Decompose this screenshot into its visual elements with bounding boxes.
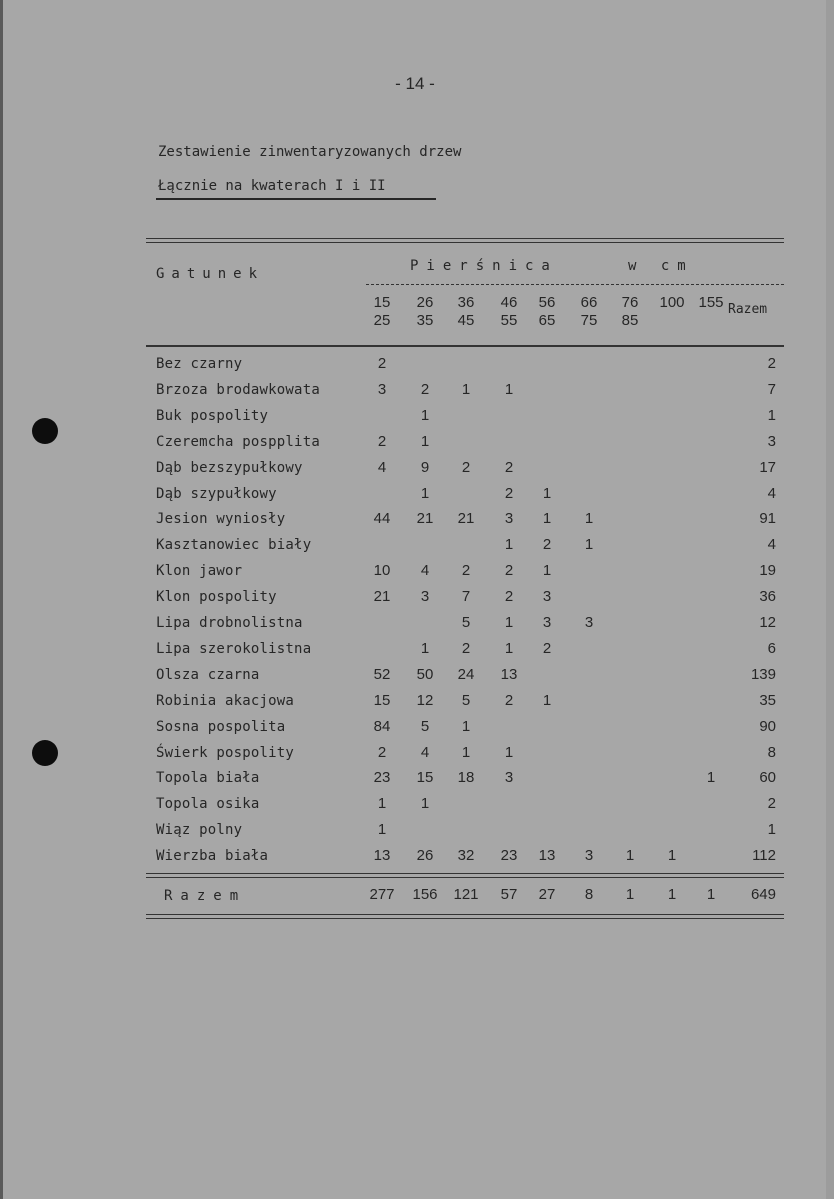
column-total: 8 (584, 886, 594, 903)
column-total: 1 (625, 886, 635, 903)
count-cell: 3 (584, 614, 594, 631)
table-row (0, 460, 834, 486)
table-row (0, 693, 834, 719)
table-row (0, 434, 834, 460)
species-name: Lipa drobnolistna (156, 615, 303, 631)
range-header (446, 294, 486, 330)
count-cell: 1 (461, 717, 471, 735)
count-cell: 1 (542, 510, 552, 528)
count-cell: 2 (542, 639, 552, 657)
total-column-header: Razem (728, 302, 768, 317)
range-header (527, 294, 567, 330)
range-from: 26 (416, 294, 434, 311)
count-cell: 3 (542, 614, 552, 631)
table-row (0, 537, 834, 563)
table-row (0, 382, 834, 408)
species-name: Buk pospolity (156, 407, 269, 424)
count-cell: 1 (542, 691, 552, 709)
range-to: 25 (373, 312, 391, 329)
range-header (610, 294, 650, 330)
count-cell: 2 (504, 562, 514, 580)
count-cell: 2 (542, 536, 552, 554)
count-cell: 1 (504, 639, 514, 657)
count-cell: 2 (504, 588, 514, 606)
count-cell: 1 (504, 536, 514, 554)
count-cell: 5 (420, 717, 430, 735)
count-cell: 2 (504, 458, 514, 476)
row-total: 112 (752, 847, 776, 865)
count-cell: 1 (420, 639, 430, 657)
range-from: 155 (698, 294, 724, 311)
count-cell: 3 (377, 380, 387, 398)
row-total: 17 (759, 458, 776, 476)
count-cell: 23 (373, 769, 391, 787)
species-name: Kasztanowiec biały (156, 537, 312, 554)
count-cell: 1 (377, 795, 387, 813)
species-name: Bez czarny (156, 356, 243, 372)
row-total: 12 (759, 614, 776, 631)
count-cell: 2 (504, 484, 514, 502)
count-cell: 1 (504, 380, 514, 398)
count-cell: 1 (420, 484, 430, 502)
count-cell: 26 (416, 847, 434, 865)
column-total: 1 (706, 886, 716, 903)
range-from: 76 (621, 294, 639, 311)
table-row (0, 770, 834, 796)
count-cell: 2 (420, 380, 430, 398)
column-total: 277 (369, 886, 395, 903)
count-cell: 44 (373, 510, 391, 528)
count-cell: 13 (500, 665, 518, 683)
count-cell: 24 (457, 665, 475, 683)
count-cell: 21 (457, 510, 475, 528)
range-to: 65 (538, 312, 556, 329)
header-dashed-rule (366, 284, 784, 285)
count-cell: 12 (416, 691, 434, 709)
species-name: Sosna pospolita (156, 718, 286, 735)
count-cell: 1 (420, 406, 430, 424)
table-row (0, 848, 834, 874)
range-from: 56 (538, 294, 556, 311)
count-cell: 52 (373, 665, 391, 683)
count-cell: 2 (377, 743, 387, 761)
row-total: 36 (759, 588, 776, 606)
count-cell: 1 (667, 847, 677, 865)
count-cell: 1 (420, 432, 430, 450)
range-from: 66 (580, 294, 598, 311)
column-total: 27 (538, 886, 556, 903)
count-cell: 4 (420, 562, 430, 580)
range-to: 75 (580, 312, 598, 329)
range-to: 45 (457, 312, 475, 329)
count-cell: 3 (584, 847, 594, 865)
unit-header: w cm (628, 258, 694, 274)
count-cell: 2 (377, 355, 387, 372)
count-cell: 3 (504, 510, 514, 528)
row-total: 1 (767, 406, 776, 424)
species-name: Klon pospolity (156, 589, 277, 606)
count-cell: 13 (538, 847, 556, 865)
range-header (489, 294, 529, 330)
count-cell: 1 (584, 536, 594, 554)
count-cell: 15 (416, 769, 434, 787)
row-total: 4 (767, 536, 776, 554)
species-name: Jesion wyniosły (156, 511, 286, 528)
totals-label: Razem (164, 888, 247, 904)
range-header (405, 294, 445, 330)
count-cell: 1 (504, 614, 514, 631)
count-cell: 50 (416, 665, 434, 683)
count-cell: 1 (542, 484, 552, 502)
species-name: Topola osika (156, 796, 260, 813)
count-cell: 1 (706, 769, 716, 787)
row-total: 2 (767, 355, 776, 372)
table-row (0, 822, 834, 848)
species-name: Topola biała (156, 770, 260, 787)
table-row (0, 641, 834, 667)
count-cell: 1 (461, 380, 471, 398)
row-total: 1 (767, 821, 776, 839)
count-cell: 1 (420, 795, 430, 813)
species-name: Lipa szerokolistna (156, 640, 312, 657)
count-cell: 23 (500, 847, 518, 865)
document-title: Zestawienie zinwentaryzowanych drzew (158, 144, 462, 160)
species-name: Świerk pospolity (156, 744, 295, 761)
column-total: 156 (412, 886, 438, 903)
row-total: 4 (767, 484, 776, 502)
count-cell: 2 (504, 691, 514, 709)
count-cell: 18 (457, 769, 475, 787)
count-cell: 3 (420, 588, 430, 606)
species-name: Robinia akacjowa (156, 692, 295, 709)
range-header (569, 294, 609, 330)
row-total: 2 (767, 795, 776, 813)
count-cell: 3 (542, 588, 552, 606)
row-total: 7 (767, 380, 776, 398)
range-header (652, 294, 692, 312)
species-name: Dąb bezszypułkowy (156, 459, 303, 476)
table-top-rule (146, 238, 784, 243)
count-cell: 1 (542, 562, 552, 580)
grand-total: 649 (750, 886, 776, 903)
column-total: 121 (453, 886, 479, 903)
species-name: Wierzba biała (156, 848, 269, 865)
range-from: 15 (373, 294, 391, 311)
species-name: Czeremcha pospplita (156, 433, 320, 450)
range-header (362, 294, 402, 330)
header-bottom-rule (146, 345, 784, 347)
row-total: 35 (759, 691, 776, 709)
range-from: 36 (457, 294, 475, 311)
count-cell: 32 (457, 847, 475, 865)
species-name: Brzoza brodawkowata (156, 381, 320, 398)
table-row (0, 511, 834, 537)
count-cell: 9 (420, 458, 430, 476)
table-row (0, 408, 834, 434)
species-name: Olsza czarna (156, 666, 260, 683)
row-total: 91 (759, 510, 776, 528)
table-row (0, 796, 834, 822)
range-from: 100 (659, 294, 685, 311)
row-total: 90 (759, 717, 776, 735)
subtitle-underline (156, 198, 436, 200)
girth-header: Pierśnica (410, 258, 558, 274)
count-cell: 21 (416, 510, 434, 528)
count-cell: 10 (373, 562, 391, 580)
count-cell: 13 (373, 847, 391, 865)
count-cell: 5 (461, 691, 471, 709)
range-to: 35 (416, 312, 434, 329)
totals-top-rule (146, 873, 784, 878)
row-total: 8 (767, 743, 776, 761)
totals-bottom-rule (146, 914, 784, 919)
species-name: Klon jawor (156, 563, 243, 580)
range-to: 85 (621, 312, 639, 329)
species-name: Wiąz polny (156, 822, 243, 839)
page-number: - 14 - (395, 74, 435, 93)
count-cell: 2 (461, 458, 471, 476)
table-row (0, 615, 834, 641)
count-cell: 4 (377, 458, 387, 476)
row-total: 60 (759, 769, 776, 787)
column-total: 57 (500, 886, 518, 903)
range-from: 46 (500, 294, 518, 311)
row-total: 3 (767, 432, 776, 450)
row-total: 19 (759, 562, 776, 580)
table-row (0, 356, 834, 382)
count-cell: 4 (420, 743, 430, 761)
table-row (0, 745, 834, 771)
count-cell: 7 (461, 588, 471, 606)
count-cell: 1 (504, 743, 514, 761)
count-cell: 21 (373, 588, 391, 606)
count-cell: 1 (377, 821, 387, 839)
count-cell: 2 (377, 432, 387, 450)
row-total: 6 (767, 639, 776, 657)
species-name: Dąb szypułkowy (156, 485, 277, 502)
range-header (691, 294, 731, 312)
range-to: 55 (500, 312, 518, 329)
table-row (0, 719, 834, 745)
document-subtitle: Łącznie na kwaterach I i II (158, 178, 386, 194)
count-cell: 2 (461, 639, 471, 657)
count-cell: 1 (461, 743, 471, 761)
count-cell: 1 (625, 847, 635, 865)
count-cell: 5 (461, 614, 471, 631)
count-cell: 15 (373, 691, 391, 709)
row-total: 139 (750, 665, 776, 683)
species-column-header: Gatunek (156, 266, 265, 282)
table-row (0, 563, 834, 589)
count-cell: 84 (373, 717, 391, 735)
column-total: 1 (667, 886, 677, 903)
table-row (0, 486, 834, 512)
count-cell: 2 (461, 562, 471, 580)
count-cell: 1 (584, 510, 594, 528)
table-row (0, 667, 834, 693)
table-row (0, 589, 834, 615)
count-cell: 3 (504, 769, 514, 787)
